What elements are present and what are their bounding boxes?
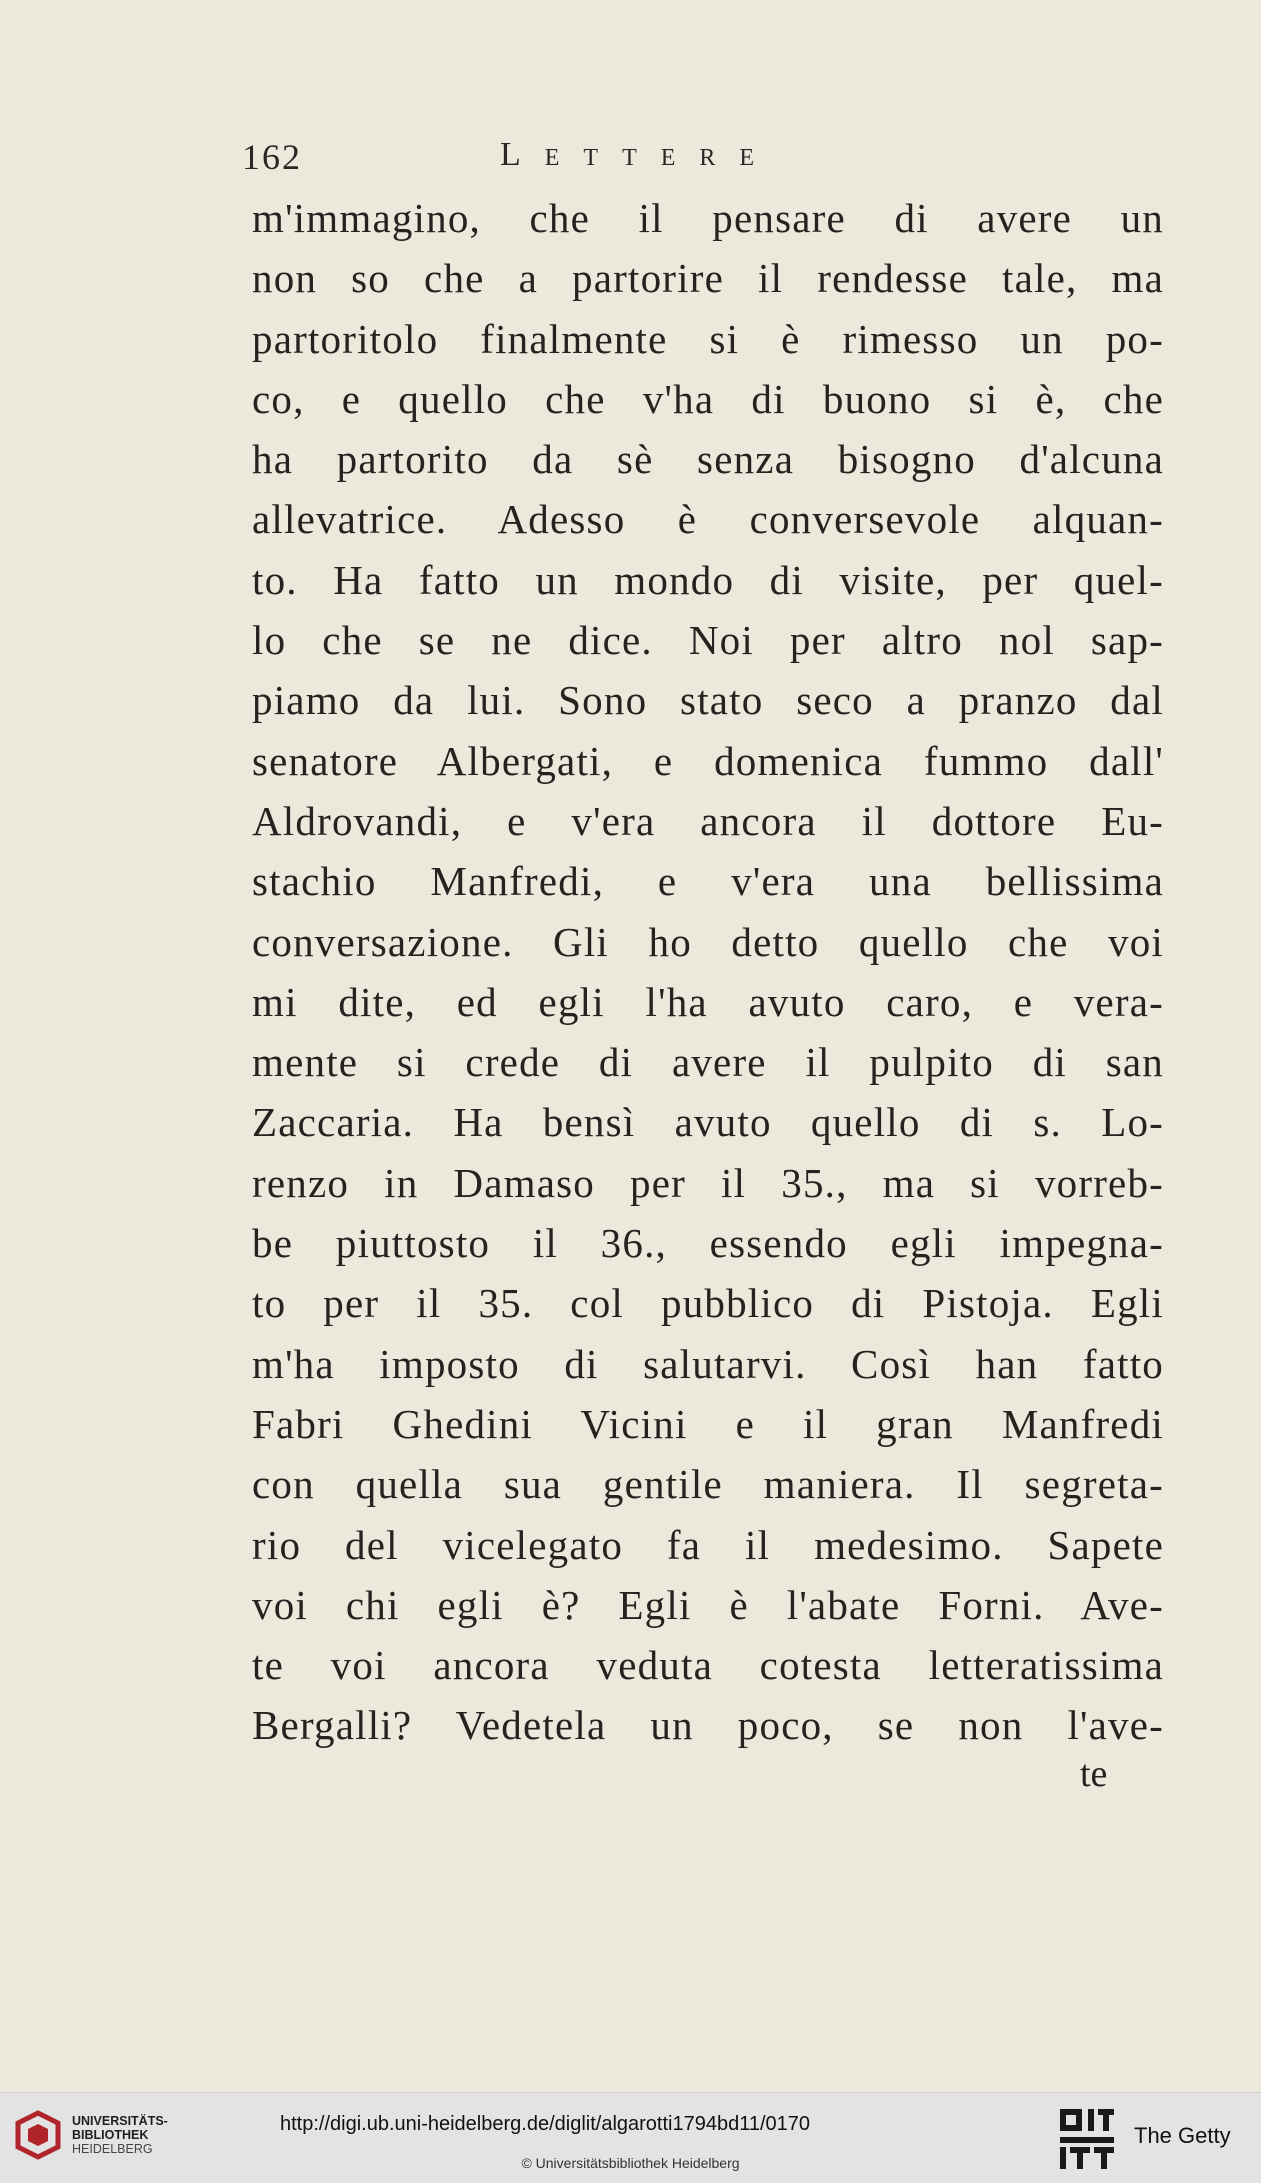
text-line: allevatrice. Adesso è conversevole alquan- bbox=[252, 496, 1164, 543]
text-line: piamo da lui. Sono stato seco a pranzo dal bbox=[252, 677, 1164, 724]
page-number: 162 bbox=[242, 137, 302, 177]
institution-line: UNIVERSITÄTS- bbox=[72, 2114, 168, 2128]
copyright-notice: © Universitätsbibliothek Heidelberg bbox=[521, 2155, 740, 2171]
text-line: senatore Albergati, e domenica fummo dall' bbox=[252, 737, 1164, 784]
page-header bbox=[242, 136, 1162, 186]
text-line: to per il 35. col pubblico di Pistoja. Egli bbox=[252, 1280, 1164, 1327]
university-seal-icon bbox=[12, 2109, 64, 2161]
permalink-url[interactable]: http://digi.ub.uni-heidelberg.de/diglit/algarotti1794bd11/0170 bbox=[280, 2113, 811, 2135]
text-line: Fabri Ghedini Vicini e il gran Manfredi bbox=[252, 1400, 1164, 1447]
text-line: lo che se ne dice. Noi per altro nol sap- bbox=[252, 617, 1164, 664]
letter-body bbox=[252, 188, 1164, 1756]
text-line: partoritolo finalmente si è rimesso un po- bbox=[252, 315, 1164, 362]
text-line: m'ha imposto di salutarvi. Così han fatto bbox=[252, 1340, 1164, 1387]
institution-line: HEIDELBERG bbox=[72, 2142, 153, 2156]
text-line: Aldrovandi, e v'era ancora il dottore Eu- bbox=[252, 797, 1164, 844]
text-line: m'immagino, che il pensare di avere un bbox=[252, 195, 1164, 241]
text-line: conversazione. Gli ho detto quello che voi bbox=[252, 918, 1164, 965]
running-title: Lettere bbox=[500, 136, 779, 173]
text-line: renzo in Damaso per il 35., ma si vorreb- bbox=[252, 1159, 1164, 1206]
text-line: non so che a partorire il rendesse tale, ma bbox=[252, 255, 1164, 302]
getty-logo-icon bbox=[1058, 2107, 1116, 2171]
catchword: te bbox=[1080, 1753, 1108, 1795]
text-line: Zaccaria. Ha bensì avuto quello di s. Lo- bbox=[252, 1099, 1164, 1146]
text-line: to. Ha fatto un mondo di visite, per quel- bbox=[252, 556, 1164, 603]
text-line: voi chi egli è? Egli è l'abate Forni. Ave- bbox=[252, 1581, 1164, 1628]
text-line: rio del vicelegato fa il medesimo. Sapete bbox=[252, 1521, 1164, 1568]
institution-line: BIBLIOTHEK bbox=[72, 2128, 149, 2142]
text-line: be piuttosto il 36., essendo egli impegna- bbox=[252, 1220, 1164, 1267]
text-line: con quella sua gentile maniera. Il segreta- bbox=[252, 1461, 1164, 1508]
text-line: ha partorito da sè senza bisogno d'alcuna bbox=[252, 436, 1164, 483]
text-line: co, e quello che v'ha di buono si è, che bbox=[252, 375, 1164, 422]
text-line: stachio Manfredi, e v'era una bellissima bbox=[252, 858, 1164, 905]
text-line: te voi ancora veduta cotesta letteratissima bbox=[252, 1642, 1164, 1689]
text-line: mi dite, ed egli l'ha avuto caro, e vera- bbox=[252, 978, 1164, 1025]
institution-name bbox=[72, 2114, 168, 2156]
footer-bar bbox=[0, 2092, 1261, 2183]
text-line: mente si crede di avere il pulpito di san bbox=[252, 1039, 1164, 1086]
text-line: Bergalli? Vedetela un poco, se non l'ave- bbox=[252, 1702, 1164, 1749]
partner-name: The Getty bbox=[1134, 2123, 1231, 2148]
